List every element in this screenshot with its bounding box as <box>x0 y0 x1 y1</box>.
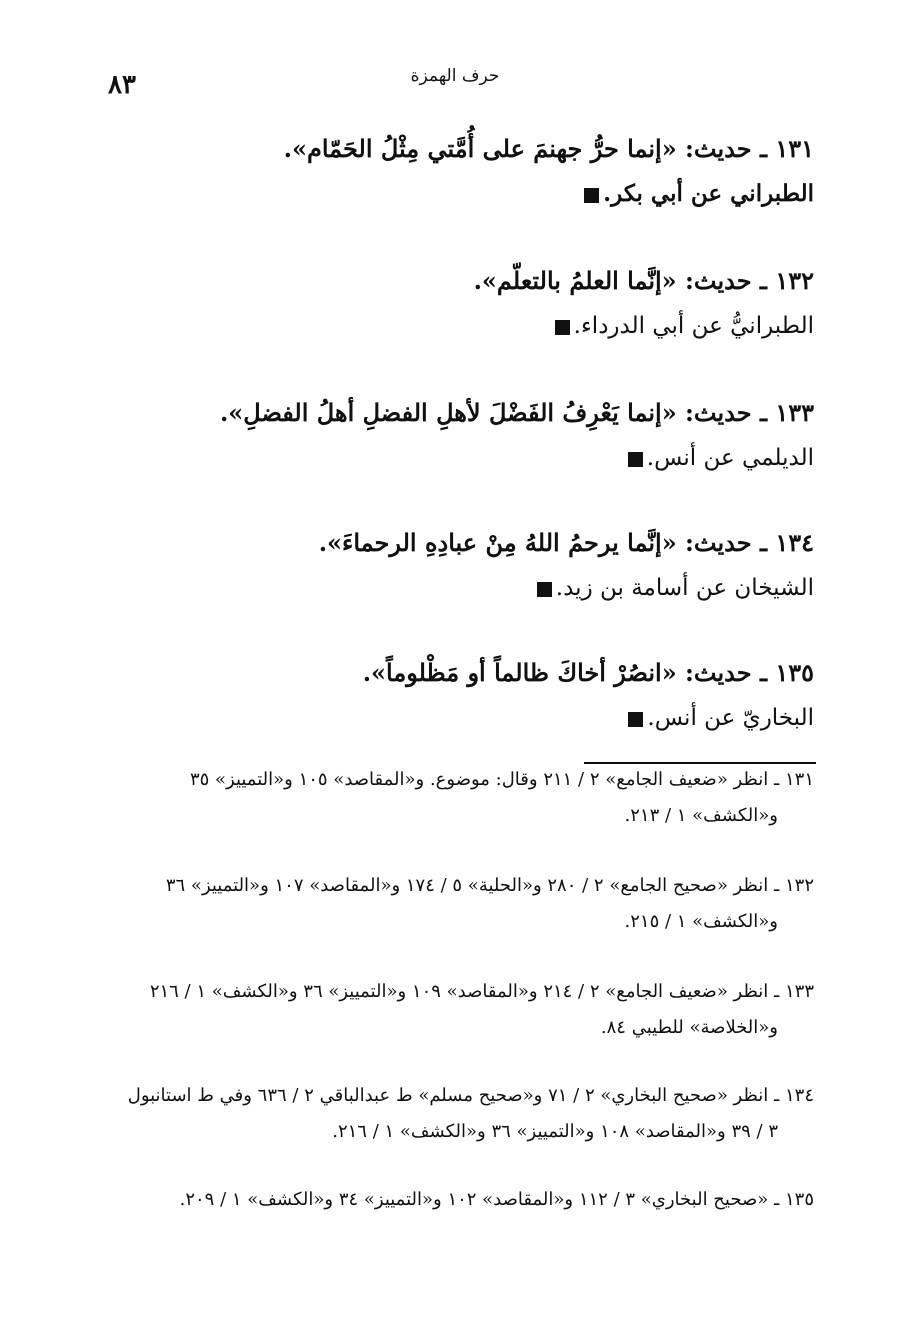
hadith-source <box>134 306 814 346</box>
footnote-line: ١٣٢ ـ انظر «صحيح الجامع» ٢ / ٢٨٠ و«الحلية» ٥ / ١٧٤ و«المقاصد» ١٠٧ و«التمييز» ٣٦ <box>165 875 814 896</box>
footnote <box>104 974 814 1046</box>
hadith-source <box>134 438 814 478</box>
hadith-text: ١٣٢ ـ حديث: «إنَّما العلمُ بالتعلّم». <box>473 266 814 295</box>
running-head: حرف الهمزة <box>410 66 500 86</box>
hadith-text: ١٣١ ـ حديث: «إنما حرُّ جهنمَ على أُمَّتي مِثْلُ الحَمّام». <box>283 134 814 163</box>
hadith-source <box>134 568 814 608</box>
footnote <box>104 868 814 940</box>
end-square-icon <box>537 582 552 597</box>
hadith-entry <box>134 388 814 478</box>
footnote-line: ١٣١ ـ انظر «ضعيف الجامع» ٢ / ٢١١ وقال: موضوع. و«المقاصد» ١٠٥ و«التمييز» ٣٥ <box>189 769 814 790</box>
footnote-line: ٣ / ٣٩ و«المقاصد» ١٠٨ و«التمييز» ٣٦ و«الكشف» ١ / ٢١٦. <box>332 1121 778 1142</box>
footnote-line: و«الكشف» ١ / ٢١٣. <box>624 805 778 826</box>
hadith-text: ١٣٣ ـ حديث: «إنما يَعْرِفُ الفَضْلَ لأهلِ الفضلِ أهلُ الفضلِ». <box>219 398 814 427</box>
hadith-source-text: الطبرانيُّ عن أبي الدرداء. <box>573 313 814 339</box>
hadith-text: ١٣٤ ـ حديث: «إنَّما يرحمُ اللهُ مِنْ عبادِهِ الرحماءَ». <box>318 528 814 557</box>
end-square-icon <box>628 712 643 727</box>
footnote <box>104 1078 814 1150</box>
hadith-source <box>134 174 814 214</box>
footnote <box>104 1182 814 1218</box>
footnote-line: و«الخلاصة» للطيبي ٨٤. <box>600 1017 778 1038</box>
footnote-line: ١٣٥ ـ «صحيح البخاري» ٣ / ١١٢ و«المقاصد» ١٠٢ و«التمييز» ٣٤ و«الكشف» ١ / ٢٠٩. <box>179 1189 814 1210</box>
hadith-entry <box>134 648 814 738</box>
hadith-source-text: الديلمي عن أنس. <box>646 445 814 471</box>
hadith-source-text: الطبراني عن أبي بكر. <box>603 180 814 207</box>
end-square-icon <box>555 320 570 335</box>
hadith-text: ١٣٥ ـ حديث: «انصُرْ أخاكَ ظالماً أو مَظْلوماً». <box>362 658 814 687</box>
end-square-icon <box>628 452 643 467</box>
hadith-source <box>134 698 814 738</box>
page-number: ٨٣ <box>108 70 136 100</box>
footnote-line: و«الكشف» ١ / ٢١٥. <box>624 911 778 932</box>
hadith-entry <box>134 124 814 214</box>
hadith-source-text: البخاريّ عن أنس. <box>647 705 814 731</box>
hadith-source-text: الشيخان عن أسامة بن زيد. <box>555 575 814 601</box>
footnote-line: ١٣٤ ـ انظر «صحيح البخاري» ٢ / ٧١ و«صحيح مسلم» ط عبدالباقي ٢ / ٦٣٦ وفي ط استانبول <box>127 1085 814 1106</box>
hadith-entry <box>134 518 814 608</box>
end-square-icon <box>584 188 599 203</box>
hadith-entry <box>134 256 814 346</box>
footnote <box>104 762 814 834</box>
footnote-line: ١٣٣ ـ انظر «ضعيف الجامع» ٢ / ٢١٤ و«المقاصد» ١٠٩ و«التمييز» ٣٦ و«الكشف» ١ / ٢١٦ <box>149 981 814 1002</box>
